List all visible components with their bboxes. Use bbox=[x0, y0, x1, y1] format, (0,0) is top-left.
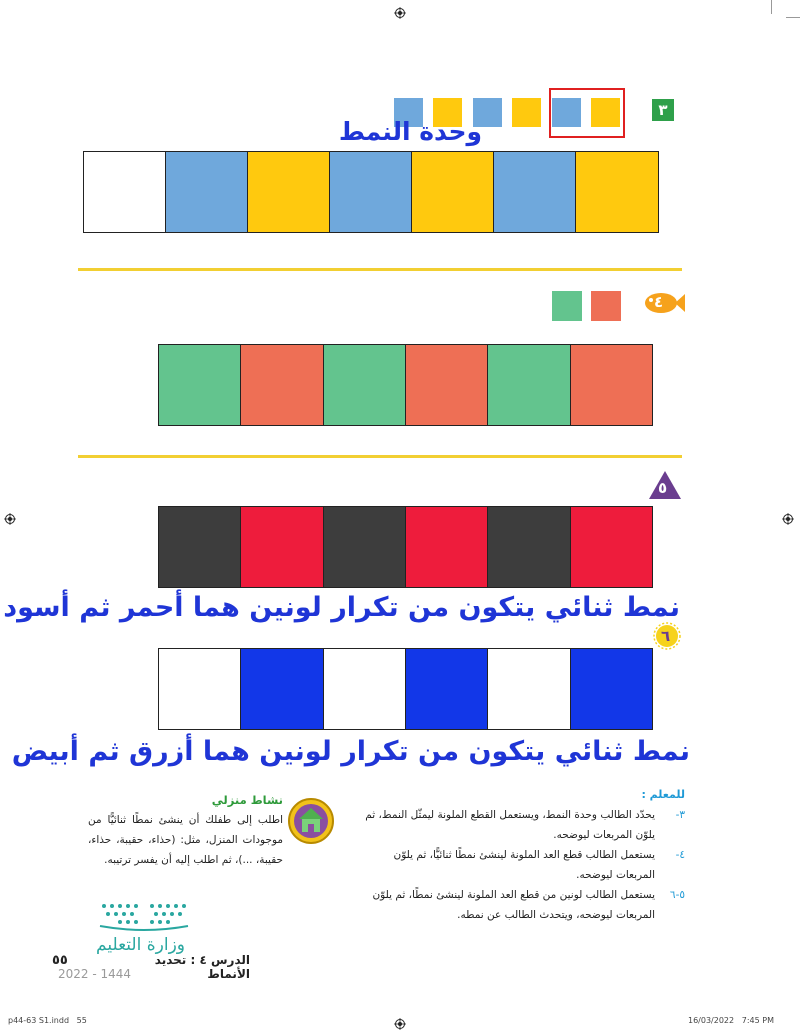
pattern-unit-highlight bbox=[549, 88, 625, 138]
pattern-square bbox=[247, 151, 331, 233]
pattern-square bbox=[240, 344, 324, 426]
teacher-note-item bbox=[360, 885, 685, 925]
question-6-badge bbox=[653, 622, 681, 650]
page-number: ٥٥ bbox=[52, 953, 68, 968]
teacher-note-number: ٥-٦ bbox=[669, 889, 685, 901]
pattern-square bbox=[240, 648, 324, 730]
pattern-square bbox=[570, 506, 654, 588]
pattern-square bbox=[405, 506, 489, 588]
home-activity-text: اطلب إلى طفلك أن ينشئ نمطًا ثنائيًّا من موجودات المنزل، مثل: (حذاء، حقيبة، حذاء، حقيبة، ...)، ثم اطلب إليه أن يفسر ترتيبه. bbox=[88, 814, 283, 866]
registration-mark-left bbox=[4, 510, 16, 522]
teacher-notes-heading: للمعلم : bbox=[641, 788, 685, 801]
pattern-square bbox=[240, 506, 324, 588]
pattern-square bbox=[405, 344, 489, 426]
crop-mark-top-right-h bbox=[786, 17, 800, 18]
registration-mark-bottom bbox=[394, 1015, 406, 1027]
pattern-key-square bbox=[512, 98, 541, 127]
question-5-annotation: نمط ثنائي يتكون من تكرار لونين هما أحمر ثم أسود bbox=[3, 592, 680, 623]
pattern-square bbox=[411, 151, 495, 233]
footer-lesson-title: الدرس ٤ : تحديد الأنماط bbox=[154, 953, 250, 981]
teacher-notes bbox=[360, 785, 685, 925]
pattern-square bbox=[323, 506, 407, 588]
fish-icon bbox=[642, 288, 686, 318]
teacher-note-text: يحدّد الطالب وحدة النمط، ويستعمل القطع الملونة ليمثّل النمط، ثم يلوّن المربعات ليوضحه. bbox=[365, 809, 655, 841]
teacher-note-number: ٤- bbox=[675, 849, 685, 861]
footer-year: 2022 - 1444 bbox=[58, 967, 132, 981]
section-divider-2 bbox=[78, 455, 682, 458]
pattern-square bbox=[575, 151, 659, 233]
question-6-number: ٦ bbox=[661, 627, 671, 645]
print-timestamp: 16/03/2022 7:45 PM bbox=[688, 1016, 774, 1025]
pattern-square bbox=[570, 648, 654, 730]
teacher-note-number: ٣- bbox=[675, 809, 685, 821]
crop-mark-top-right bbox=[771, 0, 772, 14]
pattern-square bbox=[158, 648, 242, 730]
pattern-square bbox=[487, 344, 571, 426]
question-6-annotation: نمط ثنائي يتكون من تكرار لونين هما أزرق ثم أبيض bbox=[11, 736, 690, 767]
ministry-name: وزارة التعليم bbox=[96, 935, 185, 955]
home-activity-title: نشاط منزلي bbox=[211, 793, 283, 807]
pattern-square bbox=[487, 506, 571, 588]
pattern-key-square bbox=[552, 291, 582, 321]
pattern-square bbox=[570, 344, 654, 426]
question-5-badge bbox=[648, 470, 682, 500]
question-4-number: ٤ bbox=[654, 293, 664, 311]
section-divider-1 bbox=[78, 268, 682, 271]
registration-mark-right bbox=[782, 510, 794, 522]
ministry-logo bbox=[96, 900, 192, 932]
question-4-badge bbox=[642, 288, 686, 318]
teacher-note-item bbox=[360, 805, 685, 845]
teacher-note-item bbox=[360, 845, 685, 885]
pattern-square bbox=[329, 151, 413, 233]
pattern-square bbox=[158, 344, 242, 426]
pattern-square bbox=[323, 648, 407, 730]
pattern-square bbox=[405, 648, 489, 730]
print-file-label: p44-63 S1.indd 55 bbox=[8, 1016, 87, 1025]
pattern-square bbox=[323, 344, 407, 426]
pattern-square bbox=[493, 151, 577, 233]
home-activity bbox=[88, 790, 283, 870]
pattern-square bbox=[165, 151, 249, 233]
registration-mark-top bbox=[394, 4, 406, 16]
teacher-note-text: يستعمل الطالب قطع العد الملونة لينشئ نمطًا ثنائيًّا، ثم يلوّن المربعات ليوضحه. bbox=[393, 849, 655, 881]
home-icon bbox=[287, 797, 335, 845]
pattern-key-square bbox=[591, 291, 621, 321]
pattern-square bbox=[487, 648, 571, 730]
pattern-square bbox=[158, 506, 242, 588]
pattern-square bbox=[83, 151, 167, 233]
teacher-note-text: يستعمل الطالب لونين من قطع العد الملونة لينشئ نمطًا، ثم يلوّن المربعات ليوضحه، ويتحدث الطالب عن نمطه. bbox=[372, 889, 655, 921]
question-3-annotation: وحدة النمط bbox=[338, 117, 482, 146]
question-5-number: ٥ bbox=[658, 479, 668, 497]
question-3-number: ٣ bbox=[652, 99, 674, 121]
